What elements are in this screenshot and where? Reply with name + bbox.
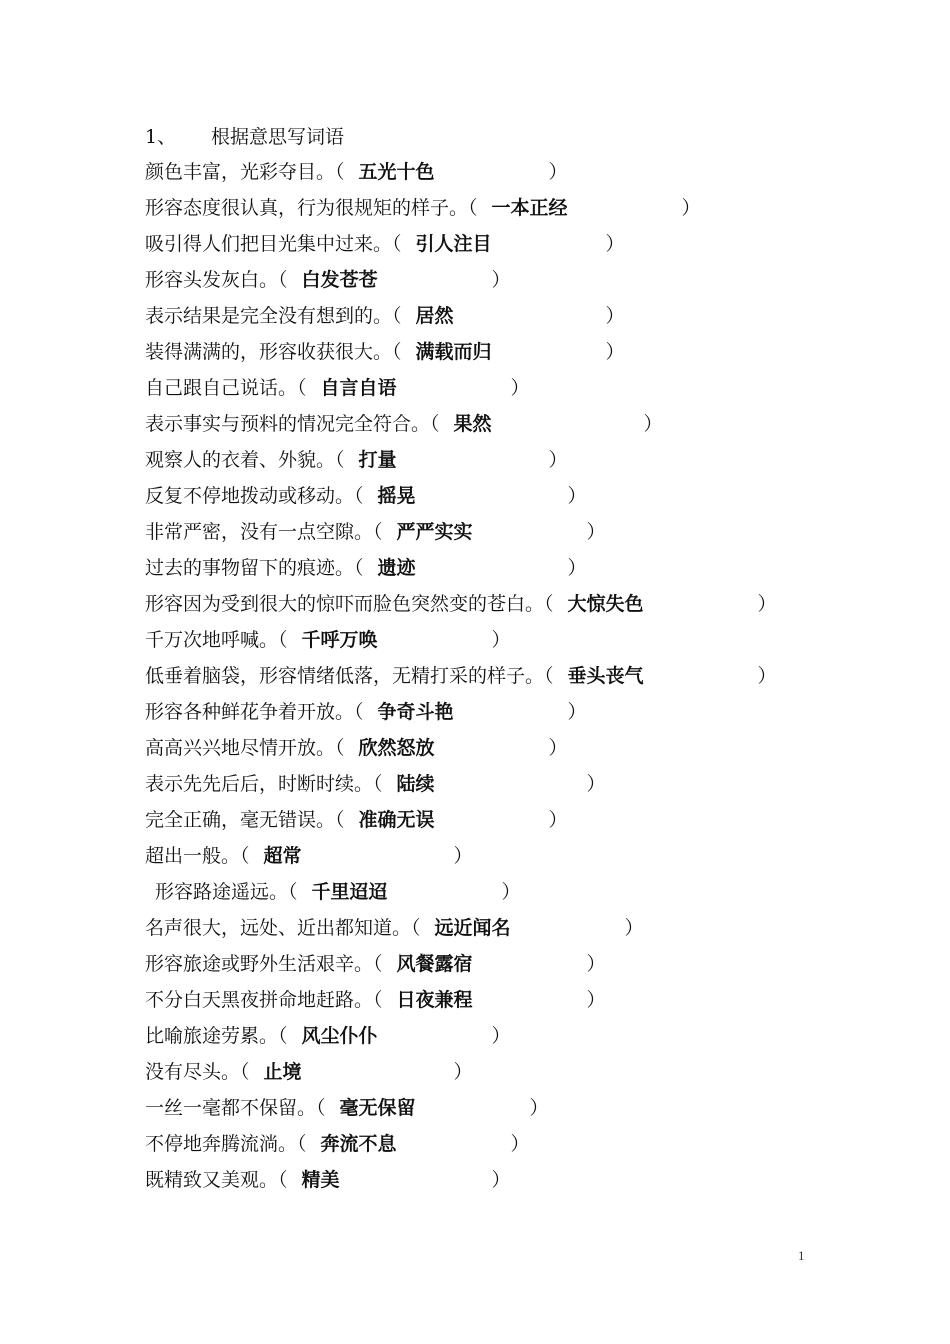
row-answer: 一本正经 — [491, 197, 568, 219]
row-answer: 大惊失色 — [567, 593, 644, 615]
exercise-row — [145, 482, 925, 518]
exercise-row — [145, 1022, 925, 1058]
row-answer: 满载而归 — [415, 341, 492, 363]
row-prompt: 表示结果是完全没有想到的。（ — [145, 305, 402, 327]
exercise-row — [145, 1058, 925, 1094]
row-answer: 风尘仆仆 — [301, 1025, 378, 1047]
row-close-paren: ） — [757, 593, 777, 615]
row-prompt: 形容头发灰白。（ — [145, 269, 288, 291]
row-answer: 垂头丧气 — [567, 665, 644, 687]
exercise-row — [145, 410, 925, 446]
row-close-paren: ） — [501, 881, 521, 903]
exercise-row — [145, 950, 925, 986]
row-close-paren: ） — [586, 953, 606, 975]
row-prompt: 形容因为受到很大的惊吓而脸色突然变的苍白。（ — [145, 593, 554, 615]
section-title: 根据意思写词语 — [211, 126, 345, 148]
row-prompt: 完全正确，毫无错误。（ — [145, 809, 345, 831]
row-prompt: 形容路途遥远。（ — [155, 881, 298, 903]
row-answer: 奔流不息 — [320, 1133, 397, 1155]
row-prompt: 反复不停地拨动或移动。（ — [145, 485, 364, 507]
row-answer: 引人注目 — [415, 233, 492, 255]
row-prompt: 观察人的衣着、外貌。（ — [145, 449, 345, 471]
row-prompt: 低垂着脑袋，形容情绪低落，无精打采的样子。（ — [145, 665, 554, 687]
row-close-paren: ） — [548, 737, 568, 759]
row-close-paren: ） — [757, 665, 777, 687]
row-answer: 居然 — [415, 305, 454, 327]
row-prompt: 不停地奔腾流淌。（ — [145, 1133, 307, 1155]
row-prompt: 不分白天黑夜拼命地赶路。（ — [145, 989, 383, 1011]
section-heading — [145, 124, 344, 150]
row-answer: 白发苍苍 — [301, 269, 378, 291]
row-close-paren: ） — [510, 377, 530, 399]
row-prompt: 既精致又美观。（ — [145, 1169, 288, 1191]
row-prompt: 形容各种鲜花争着开放。（ — [145, 701, 364, 723]
exercise-row — [145, 158, 925, 194]
exercise-row — [145, 626, 925, 662]
exercise-row — [145, 1094, 925, 1130]
row-answer: 止境 — [263, 1061, 302, 1083]
row-answer: 严严实实 — [396, 521, 473, 543]
row-close-paren: ） — [586, 989, 606, 1011]
exercise-row — [145, 518, 925, 554]
row-close-paren: ） — [491, 1169, 511, 1191]
row-answer: 五光十色 — [358, 161, 435, 183]
row-close-paren: ） — [605, 305, 625, 327]
exercise-row — [145, 1130, 925, 1166]
row-close-paren: ） — [529, 1097, 549, 1119]
exercise-row — [145, 1166, 925, 1202]
row-prompt: 没有尽头。（ — [145, 1061, 250, 1083]
row-close-paren: ） — [681, 197, 701, 219]
row-close-paren: ） — [491, 269, 511, 291]
exercise-row — [145, 194, 925, 230]
row-close-paren: ） — [567, 485, 587, 507]
row-close-paren: ） — [643, 413, 663, 435]
page-number: 1 — [798, 1248, 805, 1263]
exercise-list — [145, 158, 925, 1202]
row-close-paren: ） — [548, 161, 568, 183]
row-answer: 风餐露宿 — [396, 953, 473, 975]
row-close-paren: ） — [548, 449, 568, 471]
row-answer: 日夜兼程 — [396, 989, 473, 1011]
row-prompt: 自己跟自己说话。（ — [145, 377, 307, 399]
exercise-row — [145, 590, 925, 626]
row-prompt: 表示先先后后，时断时续。（ — [145, 773, 383, 795]
row-close-paren: ） — [586, 521, 606, 543]
row-prompt: 过去的事物留下的痕迹。（ — [145, 557, 364, 579]
row-answer: 果然 — [453, 413, 492, 435]
exercise-row — [145, 806, 925, 842]
row-close-paren: ） — [491, 629, 511, 651]
exercise-row — [145, 338, 925, 374]
row-close-paren: ） — [453, 1061, 473, 1083]
exercise-row — [145, 266, 925, 302]
exercise-row — [145, 302, 925, 338]
row-prompt: 形容态度很认真，行为很规矩的样子。（ — [145, 197, 478, 219]
row-answer: 超常 — [263, 845, 302, 867]
row-prompt: 装得满满的，形容收获很大。（ — [145, 341, 402, 363]
row-answer: 准确无误 — [358, 809, 435, 831]
exercise-row — [145, 662, 925, 698]
row-prompt: 表示事实与预料的情况完全符合。（ — [145, 413, 440, 435]
row-answer: 遗迹 — [377, 557, 416, 579]
row-prompt: 高高兴兴地尽情开放。（ — [145, 737, 345, 759]
row-close-paren: ） — [624, 917, 644, 939]
row-answer: 陆续 — [396, 773, 435, 795]
row-answer: 千呼万唤 — [301, 629, 378, 651]
row-prompt: 颜色丰富，光彩夺目。（ — [145, 161, 345, 183]
exercise-row — [145, 446, 925, 482]
row-close-paren: ） — [567, 557, 587, 579]
row-prompt: 千万次地呼喊。（ — [145, 629, 288, 651]
row-close-paren: ） — [453, 845, 473, 867]
row-answer: 打量 — [358, 449, 397, 471]
section-number: 1、 — [145, 126, 177, 148]
row-close-paren: ） — [586, 773, 606, 795]
exercise-row — [145, 734, 925, 770]
row-close-paren: ） — [510, 1133, 530, 1155]
row-close-paren: ） — [605, 341, 625, 363]
row-answer: 毫无保留 — [339, 1097, 416, 1119]
exercise-row — [145, 698, 925, 734]
exercise-row — [145, 914, 925, 950]
row-prompt: 形容旅途或野外生活艰辛。（ — [145, 953, 383, 975]
row-prompt: 吸引得人们把目光集中过来。（ — [145, 233, 402, 255]
row-answer: 精美 — [301, 1169, 340, 1191]
row-answer: 自言自语 — [320, 377, 397, 399]
exercise-row — [145, 770, 925, 806]
row-prompt: 非常严密，没有一点空隙。（ — [145, 521, 383, 543]
row-prompt: 名声很大，远处、近出都知道。（ — [145, 917, 421, 939]
exercise-row — [145, 554, 925, 590]
exercise-row — [145, 230, 925, 266]
row-close-paren: ） — [548, 809, 568, 831]
row-answer: 千里迢迢 — [311, 881, 388, 903]
exercise-row — [155, 878, 925, 914]
row-prompt: 超出一般。（ — [145, 845, 250, 867]
row-close-paren: ） — [491, 1025, 511, 1047]
exercise-row — [145, 986, 925, 1022]
row-answer: 争奇斗艳 — [377, 701, 454, 723]
row-answer: 远近闻名 — [434, 917, 511, 939]
exercise-row — [145, 374, 925, 410]
row-close-paren: ） — [567, 701, 587, 723]
row-prompt: 一丝一毫都不保留。（ — [145, 1097, 326, 1119]
row-close-paren: ） — [605, 233, 625, 255]
row-answer: 摇晃 — [377, 485, 416, 507]
row-prompt: 比喻旅途劳累。（ — [145, 1025, 288, 1047]
row-answer: 欣然怒放 — [358, 737, 435, 759]
exercise-row — [145, 842, 925, 878]
